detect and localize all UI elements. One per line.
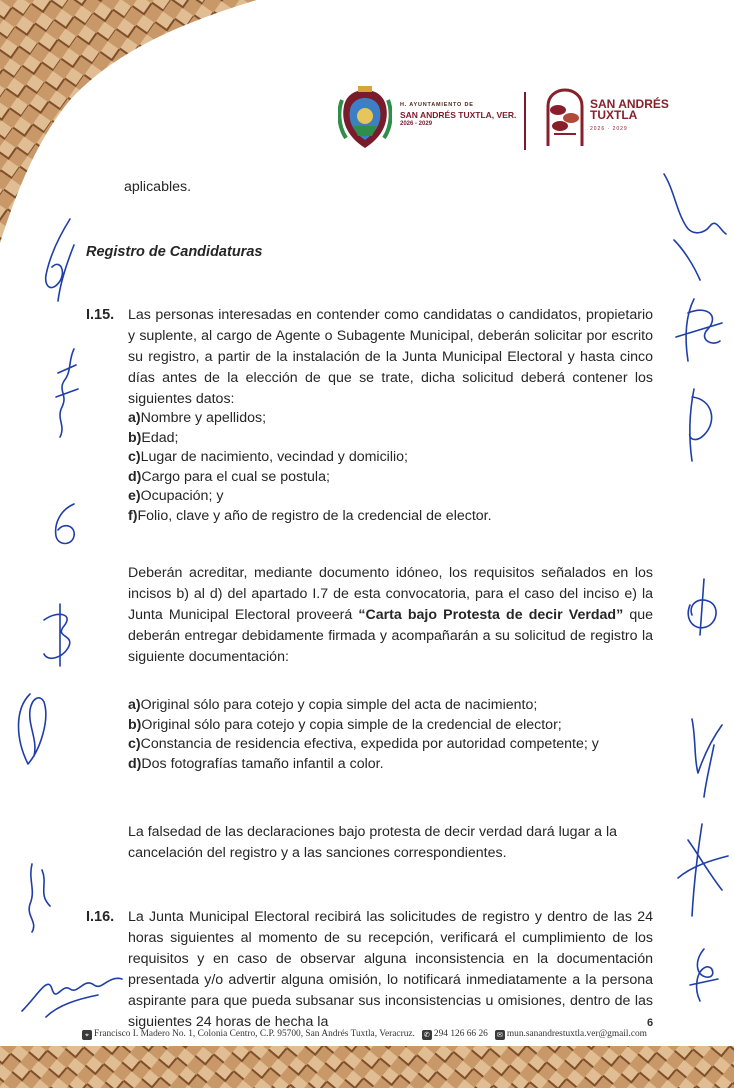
- margin-signature: [680, 575, 725, 640]
- margin-signature: [18, 965, 138, 1020]
- margin-signature: [10, 690, 55, 770]
- header-divider: [524, 92, 526, 150]
- footer-address: Francisco I. Madero No. 1, Colonia Centro, C.P. 95700, San Andrés Tuxtla, Veracruz.: [94, 1029, 415, 1039]
- woven-corner-decoration: [0, 0, 270, 250]
- requirements-list: [128, 409, 492, 526]
- margin-signature: [684, 715, 729, 800]
- footer-contact-bar: [82, 1029, 666, 1040]
- ayuntamiento-label: H. AYUNTAMIENTO DE: [400, 102, 474, 108]
- coat-of-arms-icon: [338, 86, 392, 152]
- logo-name-line2: TUXTLA: [590, 108, 638, 122]
- paragraph2-start: Deberán acreditar, mediante documento idóneo, los requisitos señalados en los incisos b) al d) del apartado I.7 de esta convocatoria, para el caso del inciso e) la Junta Municipal Electoral proveerá: [128, 565, 653, 623]
- documents-list: [128, 696, 599, 774]
- list-item: a)Original sólo para cotejo y copia simple del acta de nacimiento;: [128, 697, 538, 713]
- margin-number-six: [46, 500, 86, 550]
- clause-i15-paragraph3-line2: cancelación del registro y a las sanciones correspondientes.: [128, 845, 507, 861]
- margin-signature: [660, 170, 730, 285]
- municipality-name: SAN ANDRÉS TUXTLA, VER.: [400, 110, 517, 120]
- letterhead: [338, 86, 669, 152]
- margin-signature: [18, 860, 63, 935]
- list-item: b)Edad;: [128, 429, 179, 446]
- clause-i16-paragraph: La Junta Municipal Electoral recibirá las solicitudes de registro y dentro de las 24 horas siguientes al momento de su recepción, verificará el cumplimiento de los requisitos y en caso de observar alguna inconsistencia en la documentación presentada y/o advertir alguna omisión, lo notificará inmediatamente a la persona aspirante para que pueda subsanar sus inconsistencias u omisiones, dentro de las siguientes 24 horas de hecha la: [128, 909, 653, 1030]
- map-pin-icon: ⌖: [82, 1030, 92, 1040]
- carta-protesta-title: “Carta bajo Protesta de decir Verdad”: [358, 607, 624, 623]
- carryover-text: aplicables.: [124, 179, 192, 195]
- paragraph2-end: que deberán entregar debidamente firmada y acompañarán a su solicitud de registro la siguiente documentación:: [128, 607, 653, 665]
- margin-signature: [34, 600, 89, 670]
- logo-years: 2026 · 2029: [590, 126, 628, 132]
- footer-phone: 294 126 66 26: [433, 1029, 488, 1039]
- municipal-logo: [544, 88, 669, 148]
- list-item: b)Original sólo para cotejo y copia simple de la credencial de elector;: [128, 716, 562, 733]
- page-number: 6: [647, 1017, 654, 1029]
- margin-signature: [672, 820, 732, 920]
- list-item: c)Constancia de residencia efectiva, expedida por autoridad competente; y: [128, 736, 599, 752]
- clause-i15-paragraph2: [128, 563, 653, 668]
- whatsapp-icon: ✆: [422, 1030, 432, 1040]
- logo-name-line1: SAN ANDRÉS: [590, 97, 669, 111]
- woven-bottom-band: [0, 1046, 734, 1088]
- email-icon: ✉: [495, 1030, 505, 1040]
- administration-period: 2026 - 2029: [400, 121, 433, 127]
- footer-email: mun.sanandrestuxtla.ver@gmail.com: [506, 1029, 647, 1039]
- clause-i15-paragraph3-line1: La falsedad de las declaraciones bajo protesta de decir verdad dará lugar a la: [128, 824, 617, 840]
- list-item: f)Folio, clave y año de registro de la credencial de elector.: [128, 507, 492, 524]
- municipality-name-block: [400, 102, 518, 127]
- section-heading: Registro de Candidaturas: [86, 244, 263, 260]
- list-item: d)Dos fotografías tamaño infantil a color.: [128, 755, 384, 772]
- clause-number-i15: I.15.: [86, 307, 115, 323]
- list-item: e)Ocupación; y: [128, 488, 224, 504]
- margin-signature: [684, 945, 724, 1005]
- municipal-logo-icon: [544, 88, 586, 148]
- list-item: a)Nombre y apellidos;: [128, 410, 267, 426]
- margin-signature: [672, 295, 727, 370]
- clause-number-i16: I.16.: [86, 909, 115, 925]
- margin-signature: [44, 345, 94, 440]
- margin-signature: [30, 215, 90, 305]
- logo-name: [590, 99, 669, 121]
- margin-signature: [678, 385, 723, 465]
- list-item: d)Cargo para el cual se postula;: [128, 468, 330, 485]
- clause-i15-paragraph1: Las personas interesadas en contender como candidatas o candidatos, propietario y suplente, al cargo de Agente o Subagente Municipal, deberán solicitar por escrito su registro, a partir de la instalación de la Junta Municipal Electoral y hasta cinco días antes de la elección de que se trate, dicha solicitud deberá contener los siguientes datos:: [128, 307, 653, 407]
- list-item: c)Lugar de nacimiento, vecindad y domicilio;: [128, 449, 408, 465]
